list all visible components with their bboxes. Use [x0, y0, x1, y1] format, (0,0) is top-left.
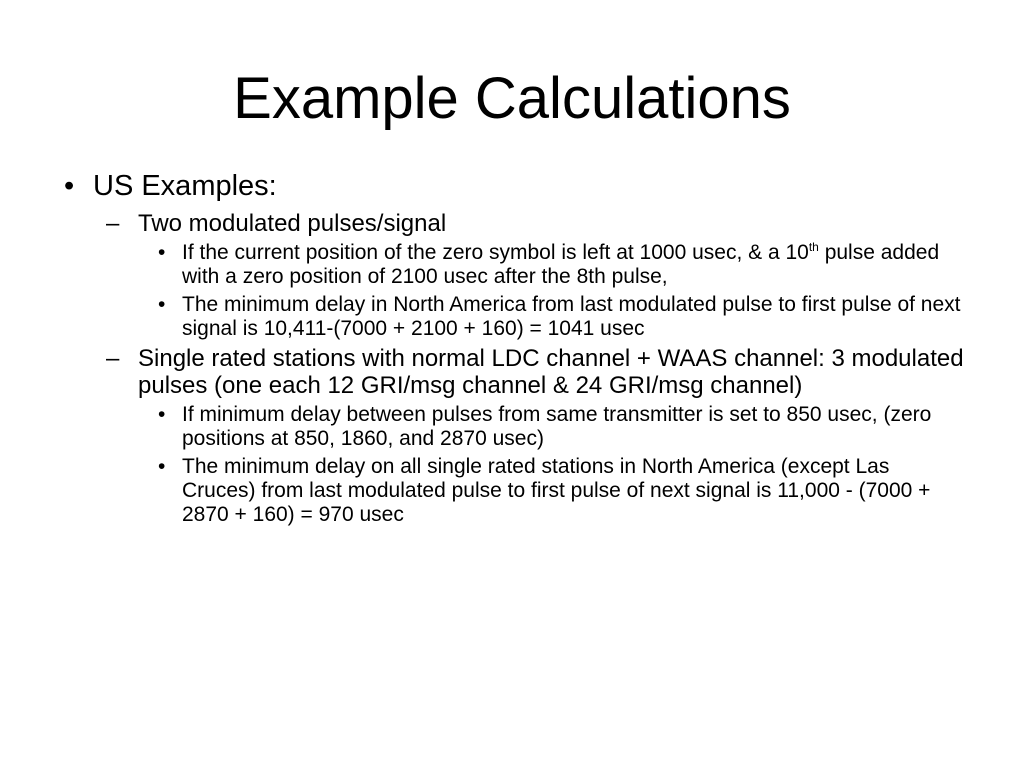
- bullet-text: US Examples:: [93, 170, 277, 202]
- bullet-marker: •: [158, 241, 166, 264]
- detail-item-text: The minimum delay on all single rated stations in North America (except Las Cruces) from last modulated pulse to first pulse of next signal is 11,000 - (7000 + 2870 + 160) = 970 usec: [182, 455, 931, 526]
- slide-body: [0, 166, 1024, 531]
- detail-text-before: If the current position of the zero symbol is left at 1000 usec, & a 10: [182, 241, 809, 264]
- dash-marker: –: [106, 345, 120, 372]
- detail-item-minimum-delay-na: [0, 293, 1024, 341]
- detail-text-after: pulse added with a zero position of 2100 usec after the 8th pulse,: [182, 241, 940, 288]
- detail-item-text: If minimum delay between pulses from same transmitter is set to 850 usec, (zero positions at 850, 1860, and 2870 usec): [182, 403, 932, 450]
- bullet-marker: •: [64, 170, 75, 202]
- sub-item-two-modulated-pulses: [0, 210, 1024, 237]
- detail-item-single-rated-delay: [0, 455, 1024, 527]
- detail-item-minimum-delay-transmitter: [0, 403, 1024, 451]
- sub-item-single-rated-stations: [0, 345, 1024, 399]
- slide-title: Example Calculations: [233, 66, 791, 131]
- sub-item-text: Single rated stations with normal LDC channel + WAAS channel: 3 modulated pulses (one each 12 GRI/msg channel & 24 GRI/msg channel): [138, 345, 964, 399]
- bullet-marker: •: [158, 293, 166, 316]
- bullet-marker: •: [158, 455, 166, 478]
- bullet-item-us-examples: [0, 166, 1024, 206]
- detail-item-text: [182, 241, 962, 289]
- detail-item-text: The minimum delay in North America from last modulated pulse to first pulse of next signal is 10,411-(7000 + 2100 + 160) = 1041 usec: [182, 293, 961, 340]
- dash-marker: –: [106, 210, 120, 237]
- bullet-marker: •: [158, 403, 166, 426]
- ordinal-superscript: th: [808, 240, 819, 254]
- sub-item-text: Two modulated pulses/signal: [138, 210, 447, 237]
- detail-item-current-position: [0, 241, 1024, 289]
